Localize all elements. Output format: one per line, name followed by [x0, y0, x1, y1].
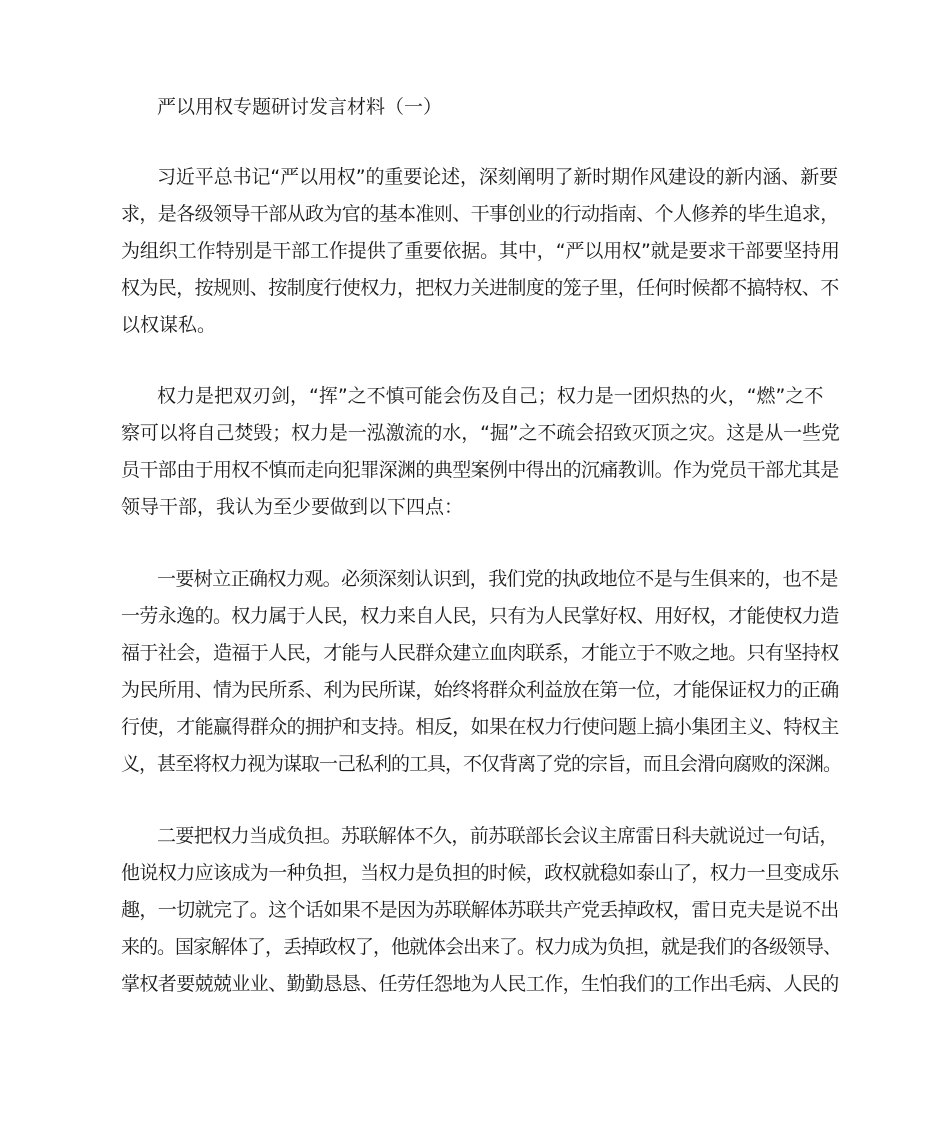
- paragraph-3: [121, 561, 841, 783]
- paragraph-line: 他说权力应该成为一种负担，当权力是负担的时候，政权就稳如泰山了，权力一旦变成乐: [121, 862, 839, 884]
- paragraph-line: 来的。国家解体了，丢掉政权了，他就体会出来了。权力成为负担，就是我们的各级领导、: [121, 936, 842, 958]
- paragraph-line: 以权谋私。: [121, 314, 217, 336]
- paragraph-line: 为组织工作特别是干部工作提供了重要依据。其中，“严以用权”就是要求干部要坚持用: [121, 240, 840, 262]
- paragraph-4: [121, 818, 841, 1003]
- paragraph-line: 求，是各级领导干部从政为官的基本准则、干事创业的行动指南、个人修养的毕生追求，: [121, 203, 839, 225]
- paragraph-line: 趣，一切就完了。这个话如果不是因为苏联解体苏联共产党丢掉政权，雷日克夫是说不出: [121, 899, 839, 921]
- paragraph-line: 权力是把双刃剑，“挥”之不慎可能会伤及自己；权力是一团炽热的火，“燃”之不: [157, 385, 824, 407]
- paragraph-2: [121, 378, 841, 526]
- paragraph-line: 察可以将自己焚毁；权力是一泓激流的水，“掘”之不疏会招致灭顶之灾。这是从一些党: [121, 422, 840, 444]
- paragraph-line: 为民所用、情为民所系、利为民所谋，始终将群众利益放在第一位，才能保证权力的正确: [121, 679, 839, 701]
- paragraph-line: 义，甚至将权力视为谋取一己私利的工具，不仅背离了党的宗旨，而且会滑向腐败的深渊。: [121, 753, 842, 775]
- paragraph-line: 行使，才能赢得群众的拥护和支持。相反，如果在权力行使问题上搞小集团主义、特权主: [121, 716, 839, 738]
- paragraph-line: 二要把权力当成负担。苏联解体不久，前苏联部长会议主席雷日科夫就说过一句话，: [157, 825, 838, 847]
- paragraph-line: 掌权者要兢兢业业、勤勤恳恳、任劳任怨地为人民工作，生怕我们的工作出毛病、人民的: [121, 973, 839, 995]
- paragraph-line: 福于社会，造福于人民，才能与人民群众建立血肉联系，才能立于不败之地。只有坚持权: [121, 642, 839, 664]
- paragraph-line: 一要树立正确权力观。必须深刻认识到，我们党的执政地位不是与生俱来的，也不是: [157, 568, 838, 590]
- paragraph-line: 权为民，按规则、按制度行使权力，把权力关进制度的笼子里，任何时候都不搞特权、不: [121, 277, 839, 299]
- document-title: 严以用权专题研讨发言材料（一）: [157, 96, 443, 118]
- paragraph-line: 员干部由于用权不慎而走向犯罪深渊的典型案例中得出的沉痛教训。作为党员干部尤其是: [121, 459, 839, 481]
- paragraph-line: 习近平总书记“严以用权”的重要论述，深刻阐明了新时期作风建设的新内涵、新要: [157, 166, 838, 188]
- paragraph-line: 领导干部，我认为至少要做到以下四点：: [121, 496, 464, 518]
- paragraph-line: 一劳永逸的。权力属于人民，权力来自人民，只有为人民掌好权、用好权，才能使权力造: [121, 605, 839, 627]
- paragraph-1: [121, 159, 841, 344]
